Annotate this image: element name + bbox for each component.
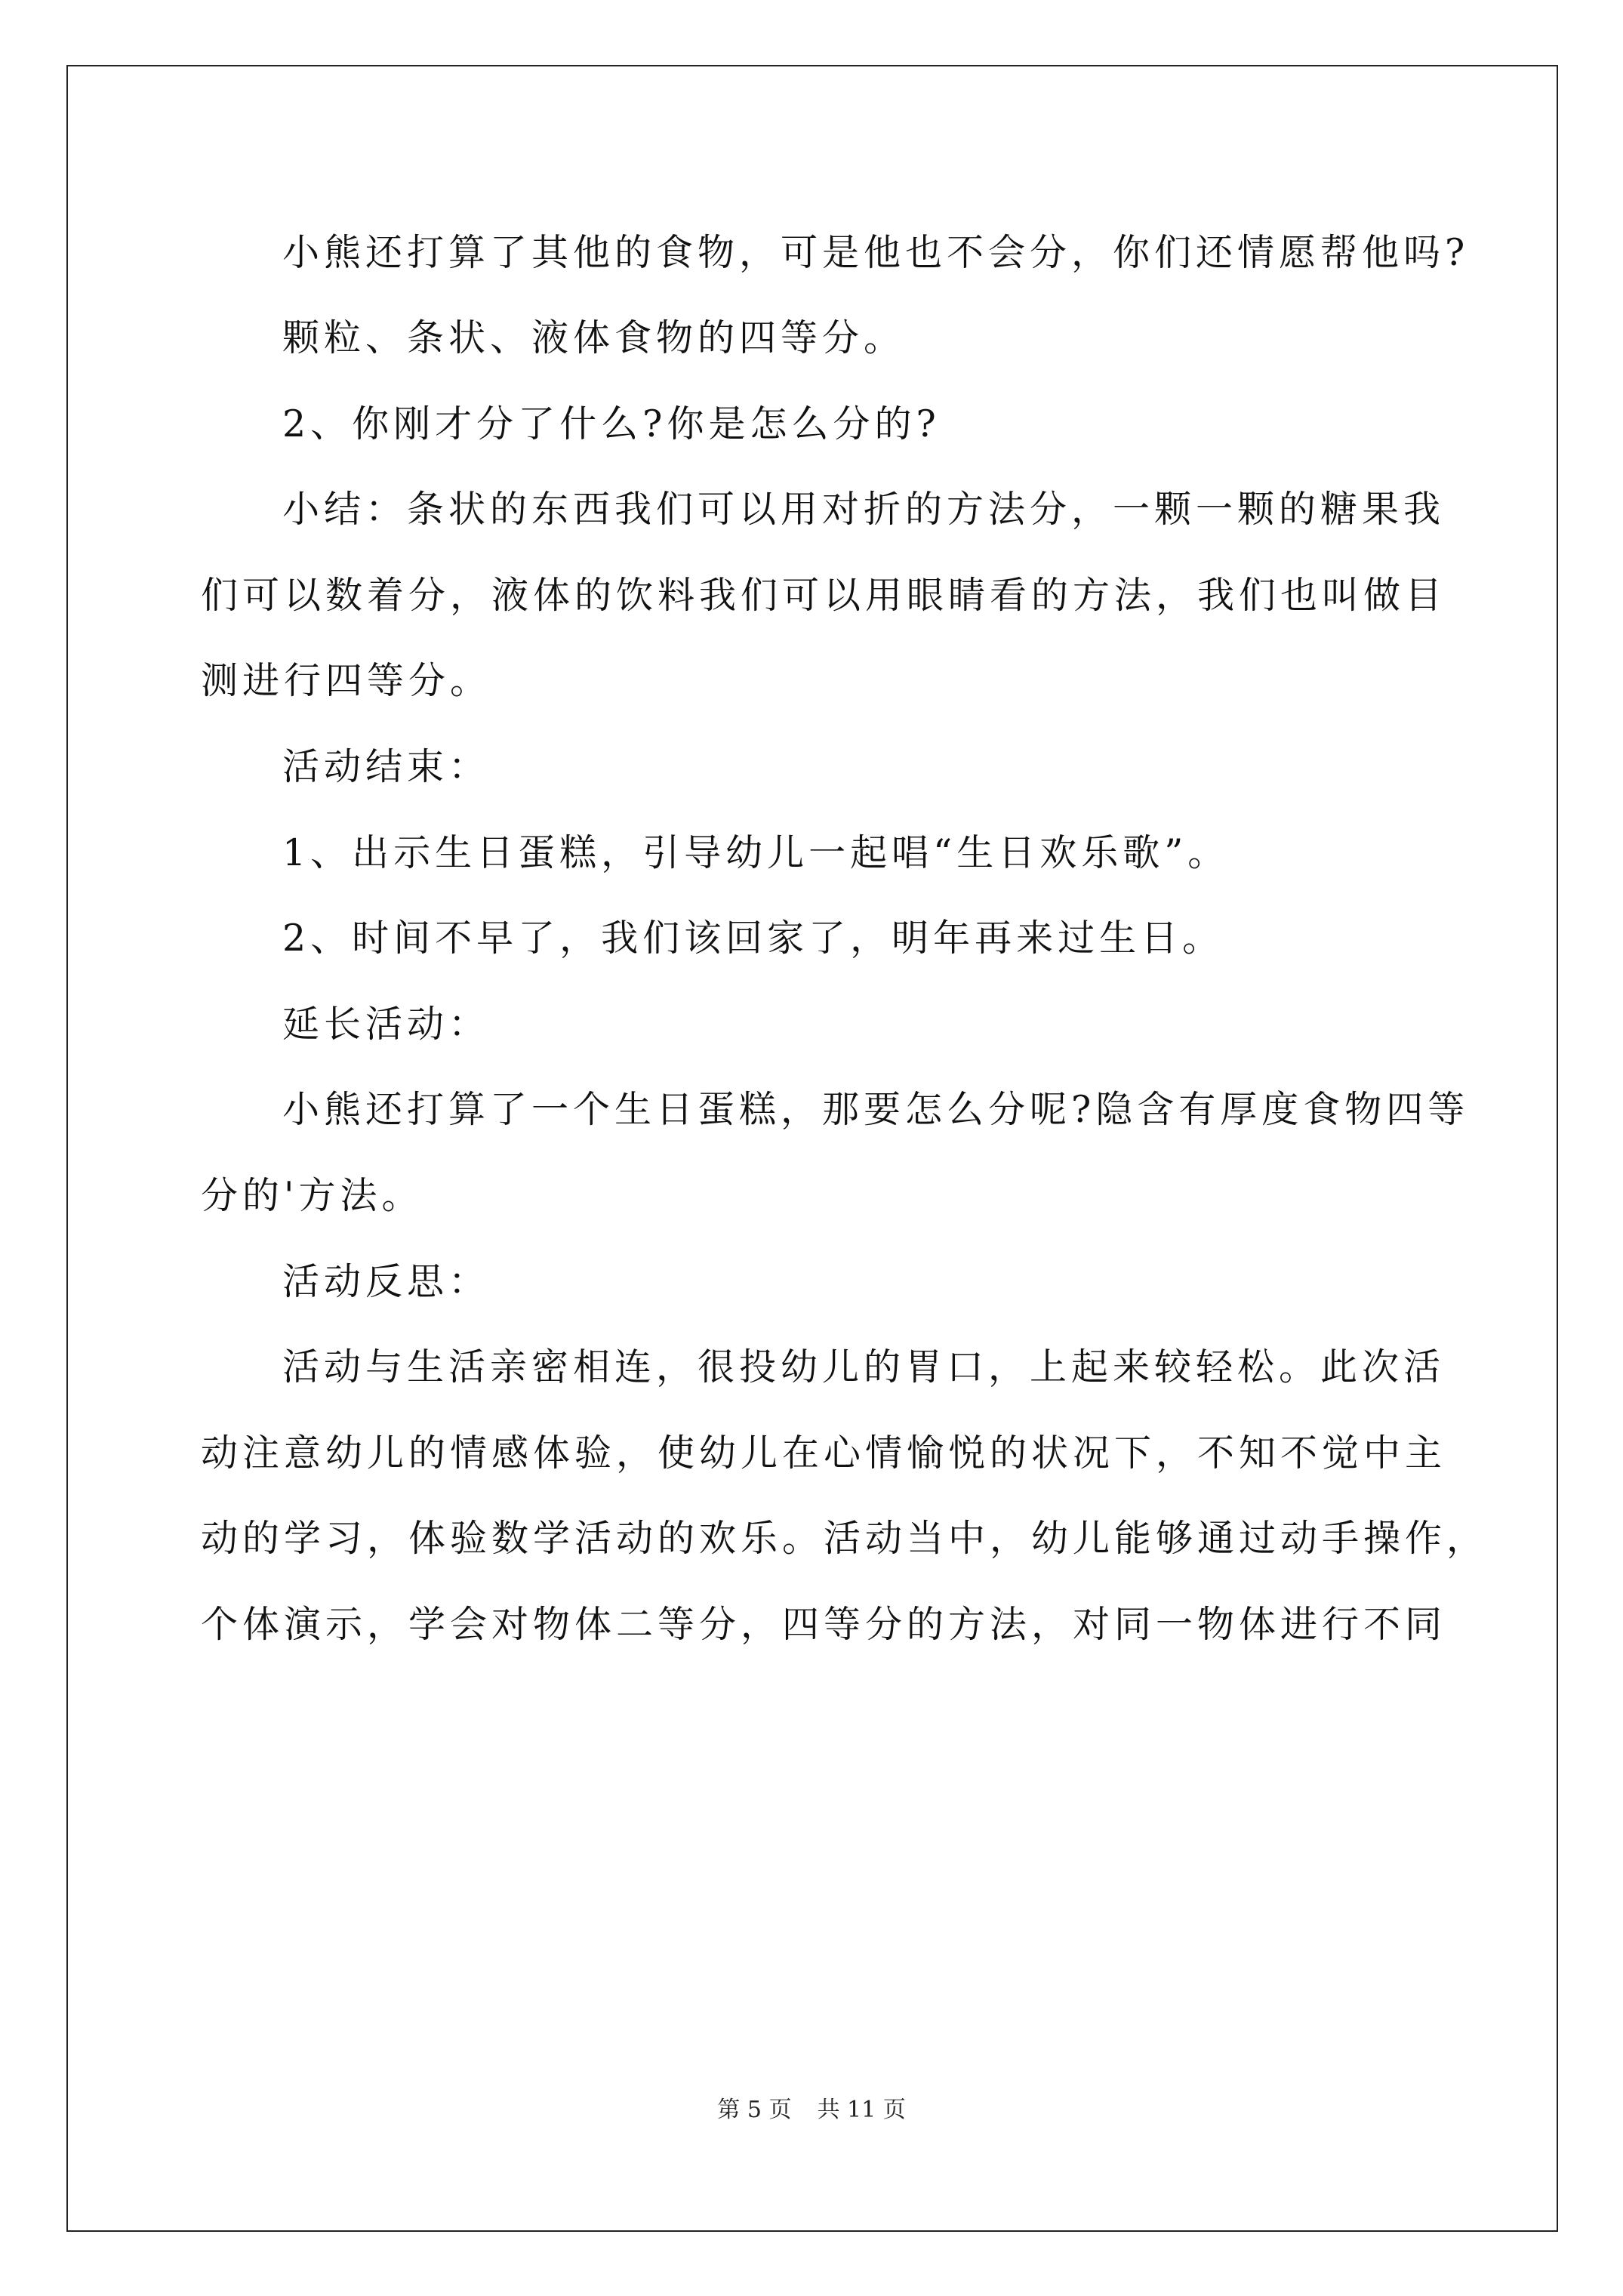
paragraph-line: 小熊还打算了一个生日蛋糕，那要怎么分呢?隐含有厚度食物四等 — [282, 1088, 1470, 1131]
page-footer — [0, 2095, 1623, 2125]
paragraph-line: 颗粒、条状、液体食物的四等分。 — [282, 316, 906, 359]
page-border — [66, 65, 1558, 2232]
page-number: 第 5 页 — [717, 2097, 792, 2123]
paragraph-line: 个体演示，学会对物体二等分，四等分的方法，对同一物体进行不同 — [201, 1603, 1447, 1646]
paragraph-line: 2、时间不早了，我们该回家了，明年再来过生日。 — [282, 917, 1224, 960]
paragraph-line: 们可以数着分，液体的饮料我们可以用眼睛看的方法，我们也叫做目 — [201, 574, 1447, 617]
paragraph-line: 活动与生活亲密相连，很投幼儿的胃口，上起来较轻松。此次活 — [282, 1345, 1446, 1388]
paragraph-line: 小熊还打算了其他的食物，可是他也不会分，你们还情愿帮他吗? — [282, 231, 1470, 274]
paragraph-line: 动注意幼儿的情感体验，使幼儿在心情愉悦的状况下，不知不觉中主 — [201, 1432, 1447, 1475]
paragraph-line: 1、出示生日蛋糕，引导幼儿一起唱“生日欢乐歌”。 — [282, 831, 1230, 874]
section-heading: 延长活动： — [282, 1003, 491, 1046]
section-heading: 活动结束： — [282, 745, 491, 788]
paragraph-line: 测进行四等分。 — [201, 659, 492, 702]
paragraph-line: 小结：条状的东西我们可以用对折的方法分，一颗一颗的糖果我 — [282, 488, 1446, 531]
paragraph-line: 分的'方法。 — [201, 1174, 423, 1217]
section-heading: 活动反思： — [282, 1260, 491, 1303]
page-total: 共 11 页 — [817, 2097, 906, 2123]
paragraph-line: 2、你刚才分了什么?你是怎么分的? — [282, 402, 941, 445]
paragraph-line: 动的学习，体验数学活动的欢乐。活动当中，幼儿能够通过动手操作， — [201, 1517, 1489, 1560]
